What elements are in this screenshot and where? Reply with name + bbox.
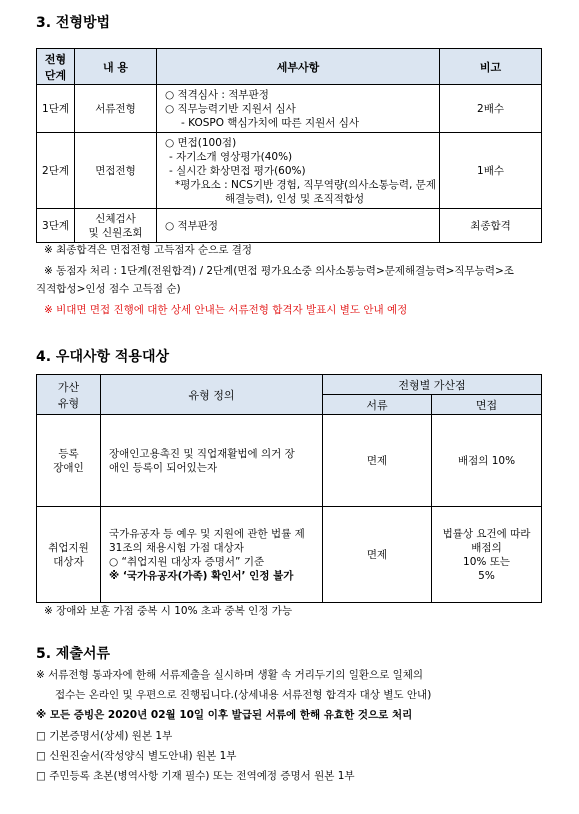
table-row: [37, 415, 542, 507]
detail-line: *평가요소 : NCS기반 경험, 직무역량(의사소통능력, 문제: [175, 178, 436, 191]
definition-line: ※ ‘국가유공자(가족) 확인서’ 인정 불가: [109, 569, 294, 582]
header-doc: 서류: [323, 395, 432, 415]
doc-cell: 면제: [323, 507, 432, 603]
content-line: 신체검사: [95, 212, 136, 225]
type-cell: [37, 507, 101, 603]
online-interview-notice: ※ 비대면 면접 진행에 대한 상세 안내는 서류전형 합격자 발표시 별도 안내 예정: [44, 304, 408, 316]
detail-line: - 실시간 화상면접 평가(60%): [169, 164, 306, 177]
interview-line: 5%: [478, 569, 495, 582]
tie-break-note-cont: 직적합성>인성 점수 고득점 순): [36, 283, 181, 295]
header-content: 내 용: [75, 49, 157, 85]
content-cell: 서류전형: [75, 85, 157, 133]
preference-table: [36, 374, 542, 603]
detail-line: ○ 직무능력기반 지원서 심사: [165, 102, 296, 115]
header-type-line: 유형: [57, 396, 80, 410]
detail-line: 해결능력), 인성 및 조직적합성: [225, 192, 365, 205]
section-3-title: 3. 전형방법: [36, 15, 111, 31]
definition-line: 국가유공자 등 예우 및 지원에 관한 법률 제: [109, 527, 305, 540]
table-row: [37, 133, 542, 209]
table-row: [37, 507, 542, 603]
validity-note: ※ 모든 증빙은 2020년 02월 10일 이후 발급된 서류에 한해 유효한 것으로 처리: [36, 709, 413, 721]
header-details: 세부사항: [157, 49, 440, 85]
selection-method-table: [36, 48, 542, 243]
duplicate-bonus-note: ※ 장애와 보훈 가점 중복 시 10% 초과 중복 인정 가능: [44, 605, 293, 617]
header-definition: 유형 정의: [101, 375, 323, 415]
header-type-line: 가산: [57, 380, 80, 394]
details-cell: ○ 적부판정: [157, 209, 440, 243]
stage-cell: 1단계: [37, 85, 75, 133]
definition-line: 애인 등록이 되어있는자: [109, 461, 218, 474]
type-line: 장애인: [53, 461, 84, 474]
type-line: 대상자: [53, 555, 84, 568]
header-interview: 면접: [432, 395, 542, 415]
header-stage-line: 단계: [44, 68, 67, 82]
document-item: □ 신원진술서(작성양식 별도안내) 원본 1부: [36, 750, 237, 762]
section-4-title: 4. 우대사항 적용대상: [36, 349, 169, 365]
interview-cell: 배점의 10%: [432, 415, 542, 507]
detail-line: ○ 면접(100점): [165, 136, 237, 149]
detail-line: - KOSPO 핵심가치에 따른 지원서 심사: [181, 116, 360, 129]
table-row: [37, 85, 542, 133]
header-bonus-group: 전형별 가산점: [323, 375, 542, 395]
definition-cell: [101, 415, 323, 507]
interview-line: 10% 또는: [463, 555, 510, 568]
interview-line: 배점의: [471, 541, 502, 554]
submission-note-cont: 접수는 온라인 및 우편으로 진행됩니다.(상세내용 서류전형 합격자 대상 별도 안내): [55, 689, 432, 701]
stage-cell: 2단계: [37, 133, 75, 209]
header-stage: [37, 49, 75, 85]
header-note: 비고: [440, 49, 542, 85]
content-cell: 면접전형: [75, 133, 157, 209]
content-line: 및 신원조회: [88, 226, 143, 239]
definition-line: 장애인고용촉진 및 직업재활법에 의거 장: [109, 447, 295, 460]
type-line: 취업지원: [48, 541, 89, 554]
note-cell: 1배수: [440, 133, 542, 209]
stage-cell: 3단계: [37, 209, 75, 243]
detail-line: ○ 적격심사 : 적부판정: [165, 88, 269, 101]
doc-cell: 면제: [323, 415, 432, 507]
definition-cell: [101, 507, 323, 603]
detail-line: - 자기소개 영상평가(40%): [169, 150, 293, 163]
details-cell: [157, 133, 440, 209]
definition-line: ○ “취업지원 대상자 증명서” 기준: [109, 555, 265, 568]
header-stage-line: 전형: [44, 52, 67, 66]
tie-break-note: ※ 동점자 처리 : 1단계(전원합격) / 2단계(면접 평가요소중 의사소통능력>문제해결능력>직무능력>조: [44, 265, 514, 277]
final-pass-note: ※ 최종합격은 면접전형 고득점자 순으로 결정: [44, 244, 253, 256]
document-item: □ 기본증명서(상세) 원본 1부: [36, 730, 173, 742]
type-cell: [37, 415, 101, 507]
definition-line: 31조의 채용시험 가점 대상자: [109, 541, 244, 554]
document-item: □ 주민등록 초본(병역사항 기재 필수) 또는 전역예정 증명서 원본 1부: [36, 770, 355, 782]
interview-cell: [432, 507, 542, 603]
table-row: [37, 209, 542, 243]
content-cell: [75, 209, 157, 243]
type-line: 등록: [58, 447, 79, 460]
section-5-title: 5. 제출서류: [36, 646, 111, 662]
note-cell: 최종합격: [440, 209, 542, 243]
header-type: [37, 375, 101, 415]
note-cell: 2배수: [440, 85, 542, 133]
details-cell: [157, 85, 440, 133]
submission-note: ※ 서류전형 통과자에 한해 서류제출을 실시하며 생활 속 거리두기의 일환으로 일체의: [36, 669, 424, 681]
interview-line: 법률상 요건에 따라: [442, 527, 531, 540]
